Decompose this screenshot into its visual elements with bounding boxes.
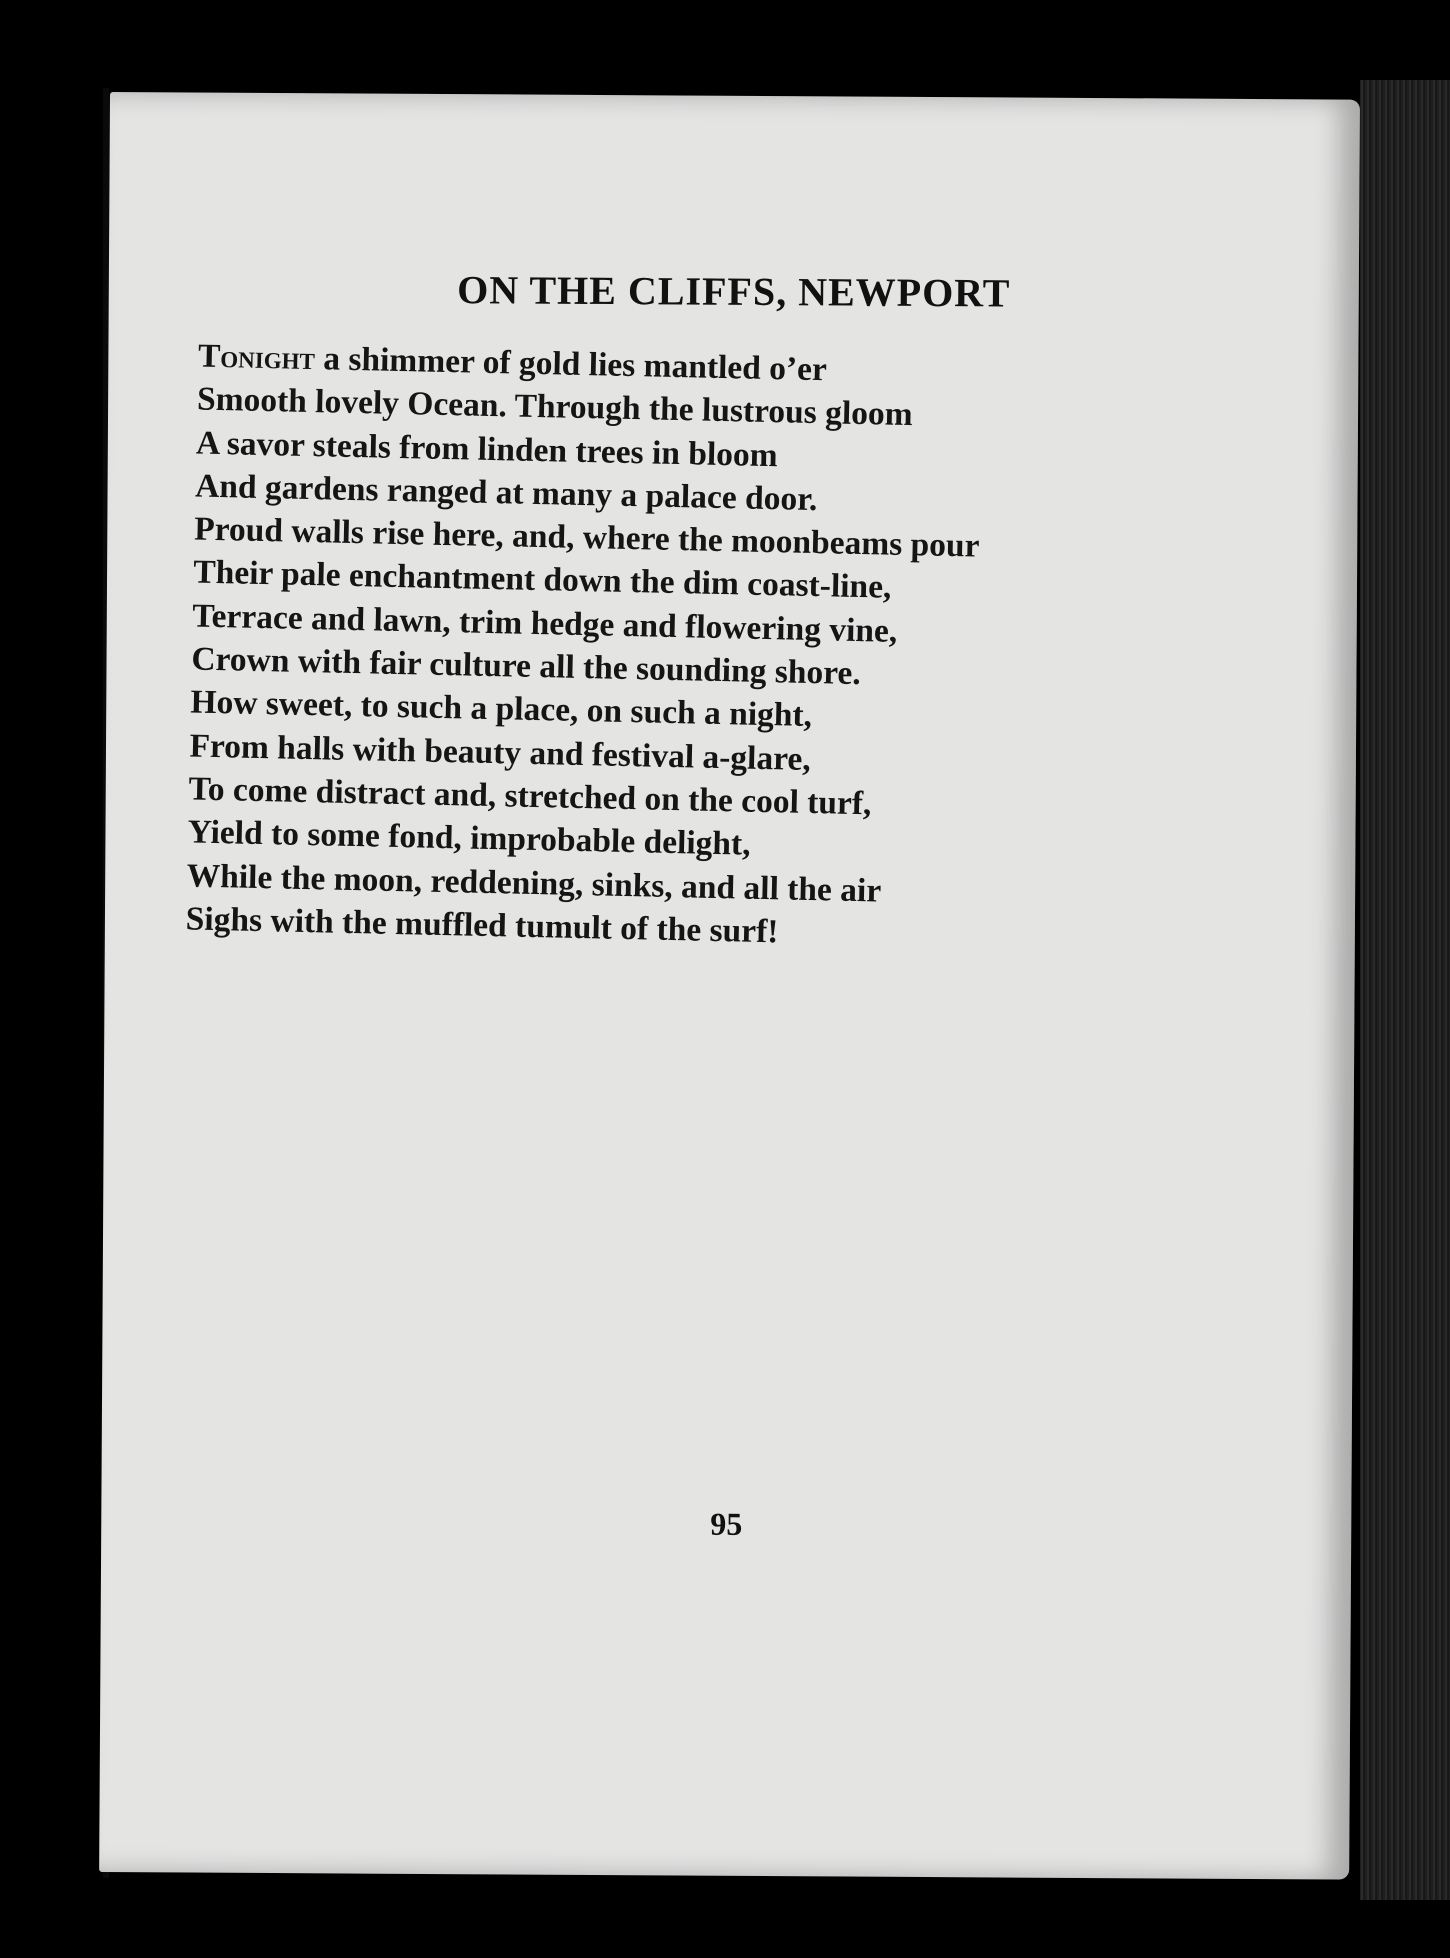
page-number: 95 (710, 1505, 743, 1542)
book-page (99, 92, 1360, 1880)
poem-line: Sighs with the muffled tumult of the surf! (185, 900, 779, 951)
poem-line: A savor steals from linden trees in bloom (195, 424, 779, 474)
poem-line: Proud walls rise here, and, where the moonbeams pour (193, 510, 980, 565)
poem-line: Smooth lovely Ocean. Through the lustrous gloom (196, 380, 914, 434)
poem-line: Crown with fair culture all the sounding shore. (191, 640, 862, 693)
poem-title: ON THE CLIFFS, NEWPORT (457, 267, 1011, 316)
book-page-edges (1360, 80, 1450, 1900)
poem-first-word: Tonight (197, 337, 316, 378)
poem-line: How sweet, to such a place, on such a night, (190, 683, 813, 735)
poem-line: Terrace and lawn, trim hedge and flowering vine, (191, 597, 898, 650)
poem-line: While the moon, reddening, sinks, and all the air (186, 856, 882, 910)
poem-body (185, 335, 1298, 965)
poem-first-line-rest: a shimmer of gold lies mantled o’er (314, 340, 828, 389)
poem-line: Yield to some fond, improbable delight, (187, 813, 751, 863)
poem-line: Their pale enchantment down the dim coast-line, (192, 553, 892, 607)
poem-line: To come distract and, stretched on the cool turf, (188, 770, 872, 823)
poem-line: From halls with beauty and festival a-glare, (189, 727, 812, 778)
poem-line: And gardens ranged at many a palace door. (194, 467, 818, 518)
